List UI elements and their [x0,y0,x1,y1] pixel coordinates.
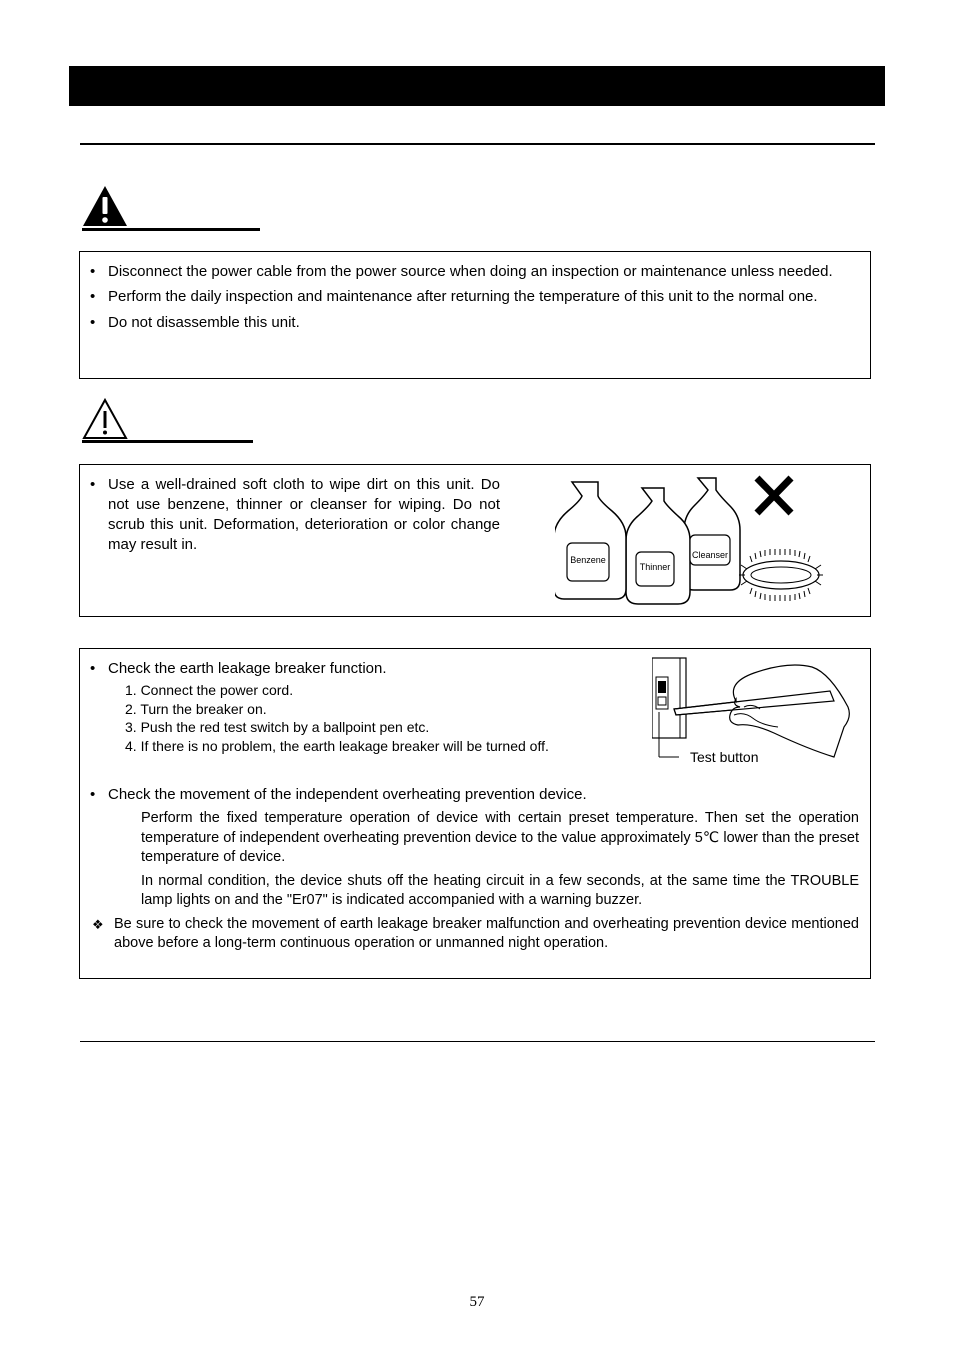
warning-item: • Perform the daily inspection and maintenance after returning the temperature of this unit to the normal one. [80,287,858,307]
test-button-label: Test button [690,749,759,765]
page-number: 57 [469,1294,485,1310]
caution-icon [80,396,130,442]
benzene-label: Benzene [570,555,606,565]
diamond-icon: ❖ [92,916,104,932]
important-note [80,915,859,954]
breaker-test-illustration [652,657,857,772]
overheat-heading: • Check the movement of the independent overheating prevention device. [80,785,859,805]
header-bar [69,66,885,106]
step-item: 3. Push the red test switch by a ballpoint pen etc. [125,719,430,735]
overheat-paragraph: In normal condition, the device shuts off the heating circuit in a few seconds, at the same time the TROUBLE lamp lights on and the "Er07" is indicated accompanied with a warning buzzer. [141,872,859,908]
warning-item: • Do not disassemble this unit. [80,313,858,333]
caution-box [79,464,871,617]
caution-underline [82,440,253,443]
overheat-paragraph: Perform the fixed temperature operation of device with certain preset temperature. Then set the operation temperature of independent overheating prevention device to the value approximately 5℃ lower than the preset temperature of device. [141,810,859,865]
cleanser-label: Cleanser [691,550,729,560]
warning-item: • Disconnect the power cable from the power source when doing an inspection or maintenance unless needed. [80,262,858,282]
section-divider-bottom [80,1041,875,1042]
step-item: 2. Turn the breaker on. [125,700,267,717]
breaker-steps [125,681,620,755]
breaker-heading: • Check the earth leakage breaker function. [80,659,620,679]
caution-text: • Use a well-drained soft cloth to wipe dirt on this unit. Do not use benzene, thinner or cleanser for wiping. Do not scrub this unit. Deformation, deterioration or color change may result in. [80,475,500,555]
warning-icon [80,183,130,229]
step-item: 4. If there is no problem, the earth leakage breaker will be turned off. [125,737,549,754]
bottles-illustration [555,473,830,613]
section-divider-top [80,143,875,145]
check-box [79,648,871,979]
warning-box [79,251,871,379]
warning-underline [82,228,260,231]
step-item: 1. Connect the power cord. [125,682,294,698]
note-text: Be sure to check the movement of earth leakage breaker malfunction and overheating prevention device mentioned above before a long-term continuous operation or unmanned night operation. [114,915,859,951]
thinner-label: Thinner [639,562,671,572]
